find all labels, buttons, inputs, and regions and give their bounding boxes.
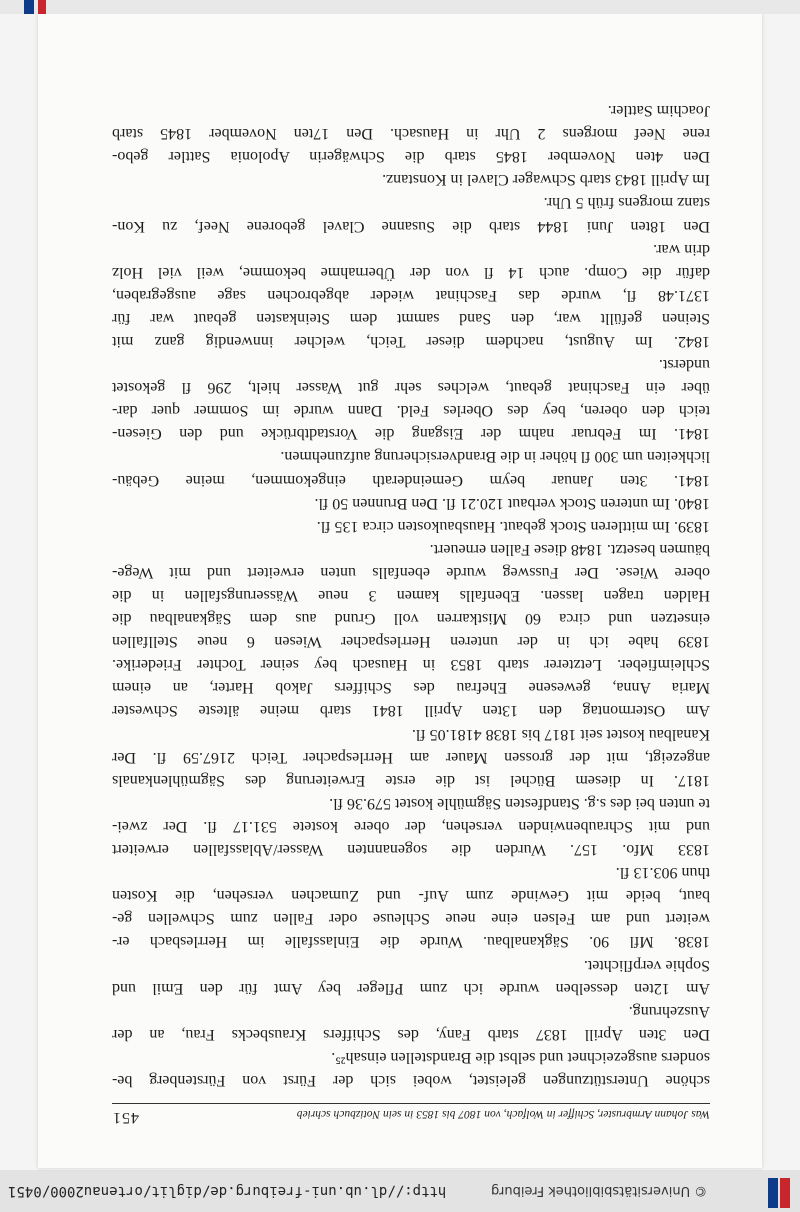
footer-logo-blue-icon: [24, 0, 34, 14]
text-line: Sophie verpflichtet.: [583, 956, 710, 974]
text-line: sonders ausgezeichnet und selbst die Brandstellen einsah²⁵.: [331, 1048, 710, 1066]
footer-logo-red-icon: [38, 0, 46, 14]
text-line: 1833 Mfo. 157. Wurden die sogenannten Wasser/Ablassfallen erweitert: [112, 841, 710, 859]
text-line: 1839 habe ich in der unteren Herrlespacher Wiesen 6 neue Stellfallen: [112, 633, 710, 651]
text-line: rene Neef morgens 2 Uhr in Hausach. Den 17ten November 1845 starb: [112, 125, 710, 143]
text-line: thun 903.13 fl.: [615, 864, 710, 882]
text-line: 1840. Im unteren Stock verbaut 120.21 fl. Den Brunnen 50 fl.: [314, 494, 710, 512]
text-line: Halden tragen lassen. Ebenfalls kamen 3 neue Wässerungsfallen in die: [112, 587, 710, 605]
text-line: Am Ostermontag den 13ten Aprill 1841 starb meine älteste Schwester: [112, 702, 710, 720]
text-line: Am 12ten desselben wurde ich zum Pfleger bey Amt für den Emil und: [112, 979, 710, 997]
text-line: 1841. 3ten Januar beym Gemeinderath eingekommen, meine Gebäu-: [112, 471, 710, 489]
text-line: teich den oberen, bey des Oberles Feld. Dann wurde im Sommer quer dar-: [112, 402, 710, 420]
text-line: Kanalbau kostet seit 1817 bis 1838 4181.05 fl.: [411, 725, 710, 743]
text-line: Steinen gefüllt war, den Sand sammt dem Steinkasten gebaut war für: [112, 309, 710, 327]
text-line: weitert und am Felsen eine neue Schleuse oder Fallen zum Schwellen ge-: [112, 910, 710, 928]
running-head: [112, 1103, 710, 1126]
header-bar: [0, 1170, 800, 1212]
text-line: angezeigt, mit der grossen Mauer am Herrlespacher Teich 2167.59 fl. Der: [112, 748, 710, 766]
text-line: Im Aprill 1843 starb Schwager Clavel in Konstanz.: [382, 171, 710, 189]
text-line: te unten bei des s.g. Standfesten Sägmühle kostet 579.36 fl.: [329, 794, 710, 812]
text-line: baut, beide mit Gewinde zum Auf- und Zumachen versehen, die Kosten: [112, 887, 710, 905]
text-line: stanz morgens früh 5 Uhr.: [543, 194, 710, 212]
text-line: 1371.48 fl, wurde das Faschinat wieder abgebrochen sage ausgegraben,: [112, 286, 710, 304]
running-head-title: Was Johann Armbruster, Schiffer in Wolfach, von 1807 bis 1853 in sein Notizbuch schrieb: [296, 1108, 710, 1120]
text-line: lichkeiten um 300 fl höher in die Brandversicherung aufzunehmen.: [280, 448, 710, 466]
text-line: 1842. Im August, nachdem dieser Teich, welcher innwendig ganz mit: [112, 333, 710, 350]
text-line: einsetzen und circa 60 Mistkarren voll Grund aus dem Sägkanalbau die: [112, 610, 710, 628]
page-number: 451: [112, 1109, 139, 1126]
text-line: Schleimfieber. Letzterer starb 1853 in Hausach bey seiner Tochter Friederike.: [112, 656, 710, 674]
text-line: 1838. Mfl 90. Sägkanalbau. Wurde die Einlassfalle im Herrlesbach er-: [112, 933, 710, 951]
text-line: drin war.: [653, 240, 710, 258]
text-line: 1839. Im mittleren Stock gebaut. Hausbaukosten circa 135 fl.: [316, 517, 710, 535]
text-line: über ein Faschinat gebaut, welches sehr gut Wasser hielt, 296 fl gekostet: [112, 379, 710, 397]
text-line: 1841. Im Februar nahm der Eisgang die Vorstadtbrücke und den Giesen-: [112, 425, 710, 443]
text-line: schöne Unterstützungen geleistet, wobei sich der Fürst von Fürstenberg be-: [112, 1072, 710, 1089]
copyright-credit: © Universitätsbibliothek Freiburg: [491, 1183, 708, 1199]
footer-bar: [0, 0, 800, 14]
library-logo-icon: [760, 1170, 796, 1212]
text-line: underst.: [658, 356, 710, 374]
text-line: und mit Schraubenwinden versehen, der obere kostete 531.17 fl. Der zwei-: [112, 817, 710, 835]
text-line: Joachim Sattler.: [607, 102, 710, 120]
text-line: Auszehrung.: [628, 1002, 710, 1020]
text-line: dafür die Comp. auch 14 fl von der Übernahme bekomme, weil viel Holz: [112, 263, 710, 281]
text-line: Maria Anna, gewesene Ehefrau des Schiffers Jakob Harter, an einem: [112, 679, 710, 697]
text-line: Den 18ten Juni 1844 starb die Susanne Clavel geborene Neef, zu Kon-: [112, 217, 710, 235]
body-text: [112, 99, 710, 1092]
source-url[interactable]: http://dl.ub.uni-freiburg.de/diglit/ortenau2000/0451: [8, 1183, 447, 1199]
text-line: obere Wiese. Der Fussweg wurde ebenfalls unten erweitert und mit Wege-: [112, 563, 710, 581]
text-line: bäumen besetzt. 1848 diese Fallen erneuert.: [429, 540, 710, 558]
text-line: 1817. In diesem Büchel ist die erste Erweiterung des Sägmühlenkanals: [112, 771, 710, 789]
text-line: Den 4ten November 1845 starb die Schwägerin Apolonia Sattler gebo-: [112, 148, 710, 166]
text-line: Den 3ten Aprill 1837 starb Fany, des Schiffers Krausbecks Frau, an der: [112, 1025, 710, 1043]
